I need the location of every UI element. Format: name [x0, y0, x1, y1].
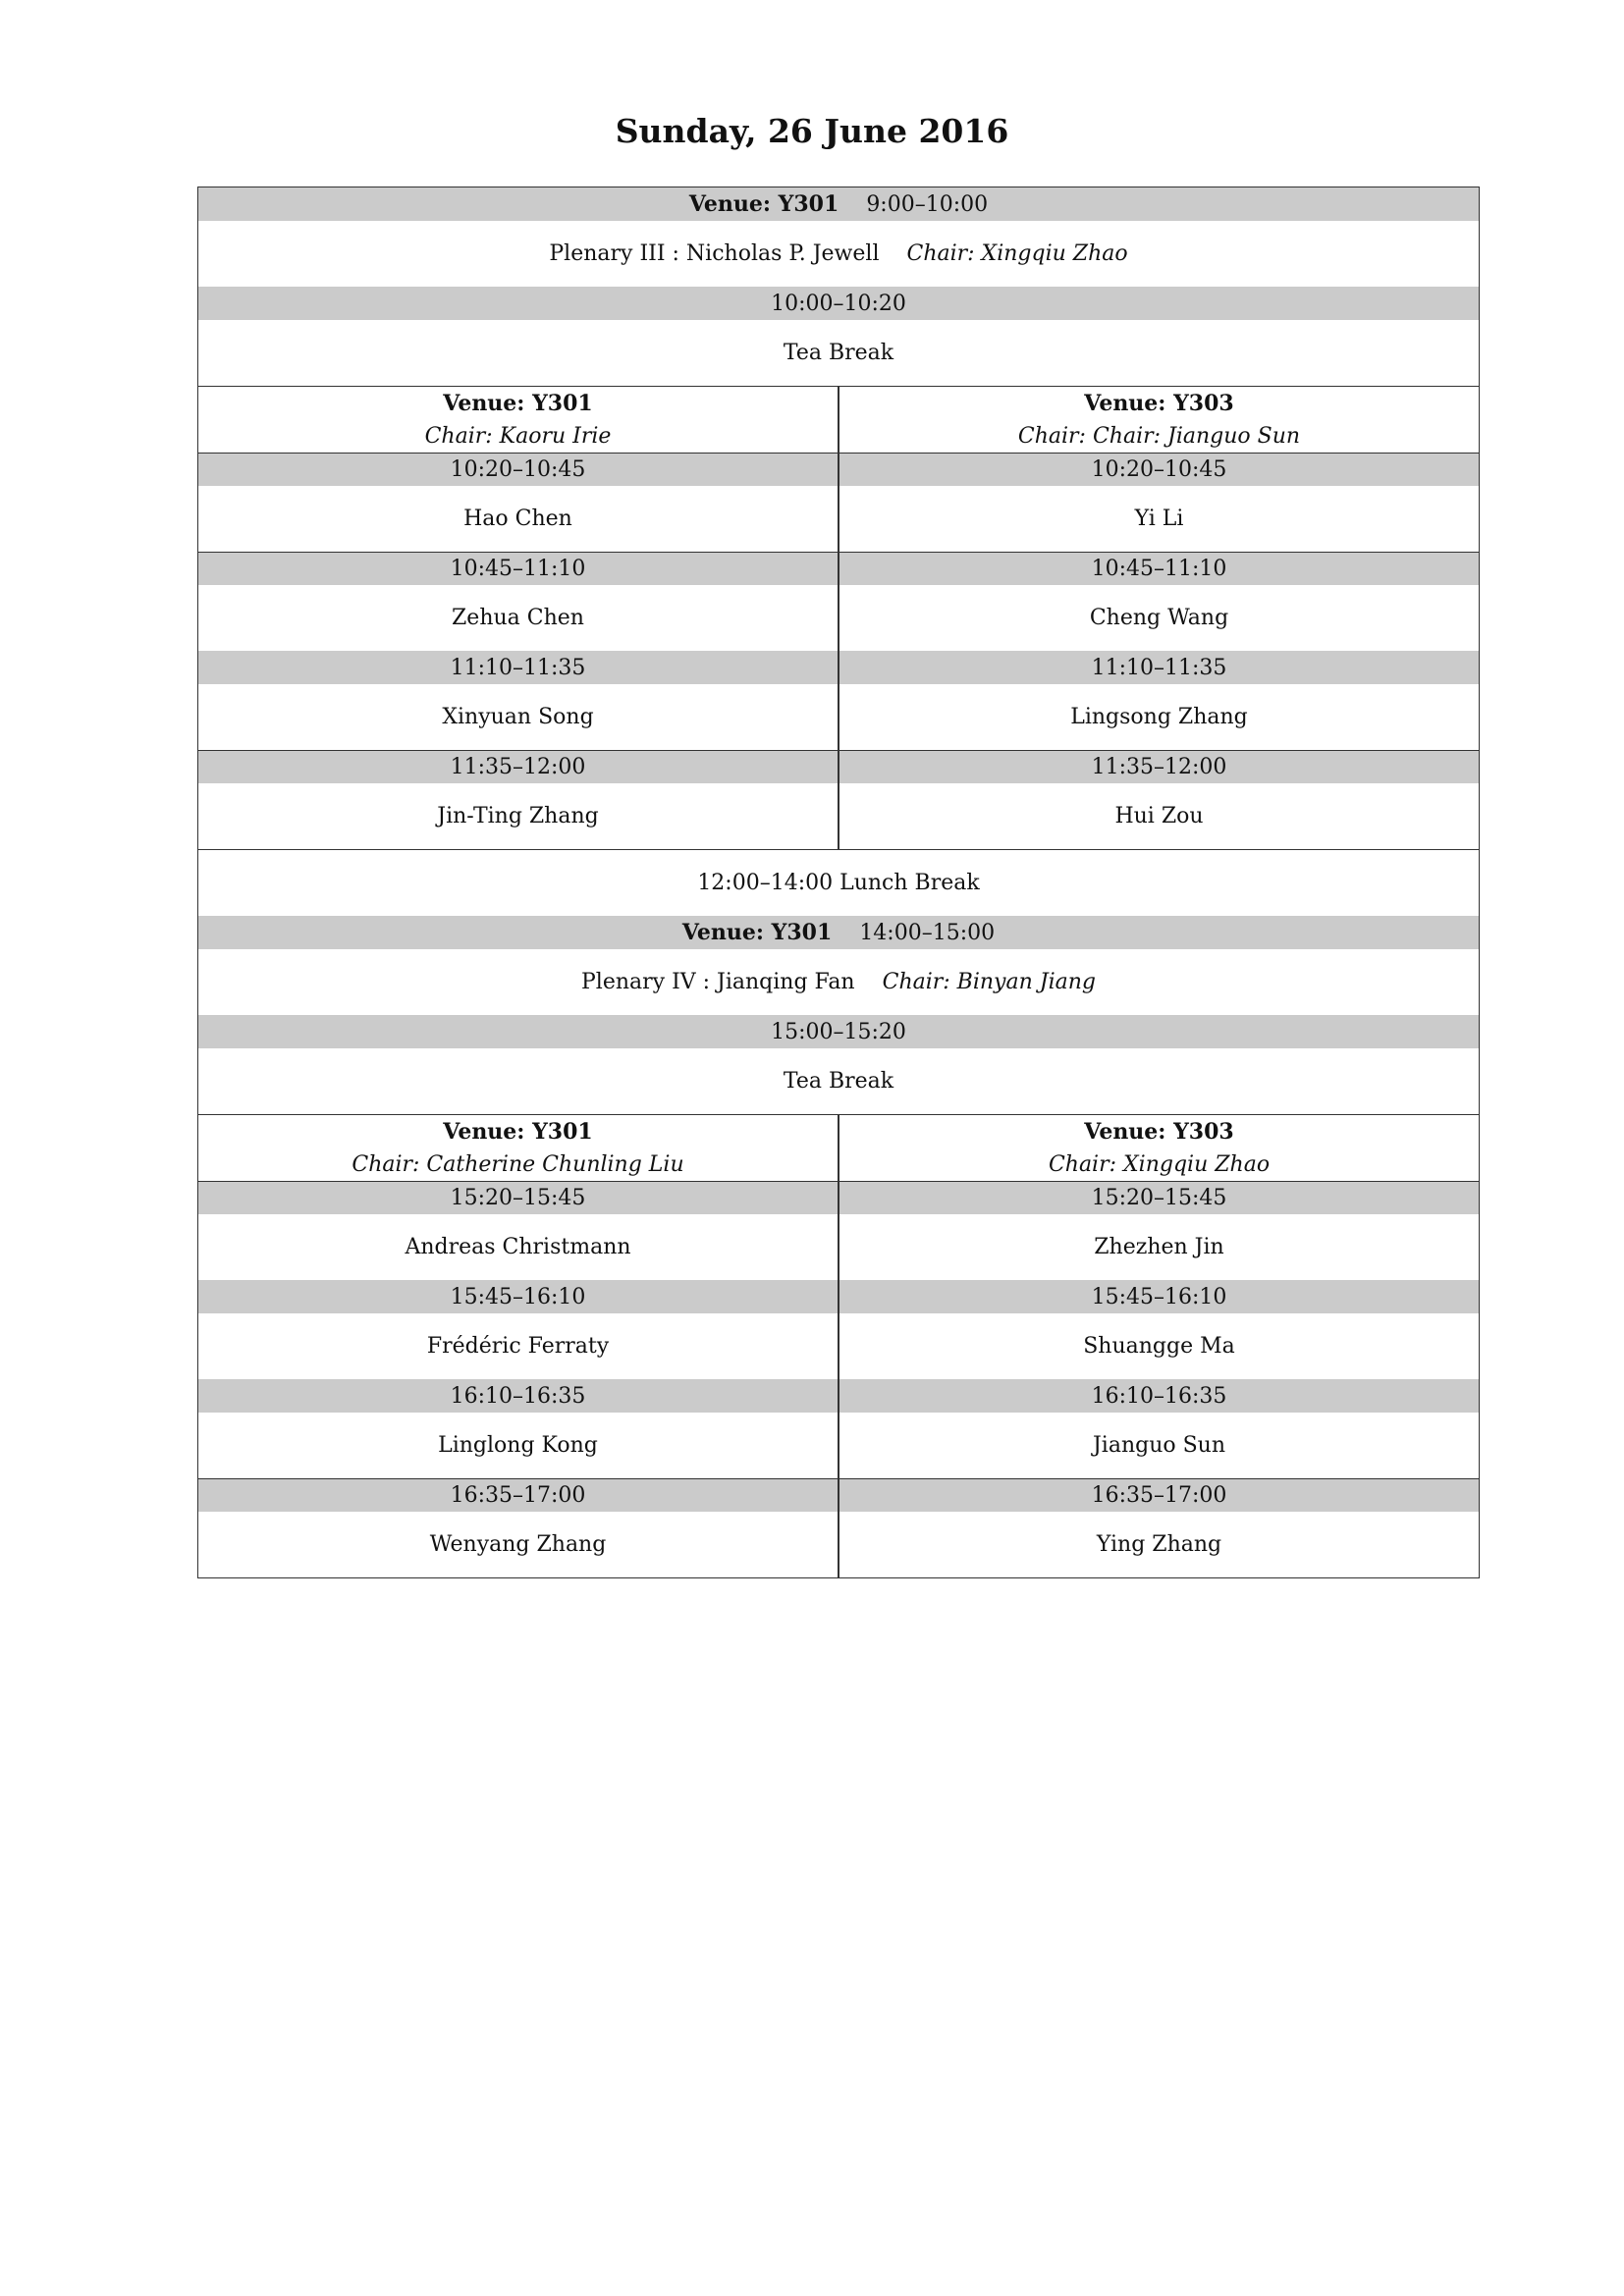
speaker-name: Zehua Chen	[198, 585, 839, 651]
plenary-chair: Chair: Binyan Jiang	[882, 970, 1096, 994]
slot-speaker-row	[198, 486, 1479, 552]
speaker-name: Hui Zou	[1114, 804, 1204, 828]
lunch-break: 12:00–14:00 Lunch Break	[198, 849, 1479, 916]
speaker-name: Jianguo Sun	[1092, 1433, 1226, 1458]
slot-time: 10:45–11:10	[198, 553, 839, 585]
slot-time: 11:10–11:35	[1091, 655, 1227, 680]
slot-time: 15:45–16:10	[198, 1280, 839, 1313]
plenary-venue: Venue: Y301	[688, 191, 839, 217]
slot-time-row	[198, 1280, 1479, 1313]
slot-speaker-row	[198, 1313, 1479, 1379]
slot-time-row	[198, 552, 1479, 585]
slot-time: 15:45–16:10	[1091, 1284, 1227, 1309]
plenary-row	[198, 949, 1479, 1015]
slot-time: 16:10–16:35	[1091, 1383, 1227, 1409]
plenary-time: 9:00–10:00	[866, 191, 989, 217]
venue-label: Venue: Y303	[1084, 1118, 1234, 1145]
plenary-venue: Venue: Y301	[681, 920, 833, 945]
venue-label: Venue: Y303	[1084, 390, 1234, 416]
speaker-name: Jin-Ting Zhang	[198, 783, 839, 849]
slot-time: 16:10–16:35	[198, 1379, 839, 1413]
session-header-left	[198, 1115, 839, 1181]
break-time: 15:00–15:20	[198, 1015, 1479, 1048]
speaker-name: Andreas Christmann	[198, 1214, 839, 1280]
session-header-right	[839, 387, 1479, 453]
schedule-table	[197, 187, 1480, 1578]
slot-speaker-row	[198, 783, 1479, 849]
speaker-name: Lingsong Zhang	[1070, 705, 1248, 729]
slot-time-row	[198, 1478, 1479, 1512]
tea-break: Tea Break	[198, 1048, 1479, 1114]
chair-label: Chair: Kaoru Irie	[424, 423, 612, 449]
chair-label: Chair: Chair: Jianguo Sun	[1017, 423, 1301, 449]
slot-time: 10:45–11:10	[1091, 557, 1227, 581]
session-header-left	[198, 387, 839, 453]
speaker-name: Hao Chen	[198, 486, 839, 552]
speaker-name: Frédéric Ferraty	[198, 1313, 839, 1379]
plenary-label: Plenary III : Nicholas P. Jewell	[549, 241, 880, 266]
slot-time: 16:35–17:00	[198, 1479, 839, 1512]
plenary-header	[198, 187, 1479, 221]
session-header-right	[839, 1115, 1479, 1181]
slot-time: 15:20–15:45	[198, 1182, 839, 1214]
slot-speaker-row	[198, 585, 1479, 651]
tea-break: Tea Break	[198, 320, 1479, 386]
slot-speaker-row	[198, 1413, 1479, 1478]
venue-label: Venue: Y301	[443, 390, 593, 416]
slot-time: 15:20–15:45	[1091, 1186, 1227, 1210]
slot-time-row	[198, 1379, 1479, 1413]
slot-time: 11:10–11:35	[198, 651, 839, 684]
slot-speaker-row	[198, 1214, 1479, 1280]
chair-label: Chair: Xingqiu Zhao	[1048, 1151, 1271, 1177]
slot-time: 16:35–17:00	[1091, 1483, 1227, 1508]
slot-time: 11:35–12:00	[198, 751, 839, 783]
plenary-chair: Chair: Xingqiu Zhao	[906, 241, 1128, 266]
session-header	[198, 386, 1479, 453]
speaker-name: Cheng Wang	[1089, 606, 1229, 630]
slot-speaker-row	[198, 684, 1479, 750]
slot-time-row	[198, 453, 1479, 486]
session-header	[198, 1114, 1479, 1181]
slot-time-row	[198, 1181, 1479, 1214]
speaker-name: Shuangge Ma	[1083, 1334, 1235, 1359]
slot-time: 11:35–12:00	[1091, 755, 1227, 779]
venue-label: Venue: Y301	[443, 1118, 593, 1145]
speaker-name: Xinyuan Song	[198, 684, 839, 750]
chair-label: Chair: Catherine Chunling Liu	[352, 1151, 684, 1177]
break-time: 10:00–10:20	[198, 287, 1479, 320]
speaker-name: Yi Li	[1134, 507, 1184, 531]
plenary-time: 14:00–15:00	[859, 920, 996, 945]
slot-speaker-row	[198, 1512, 1479, 1577]
speaker-name: Zhezhen Jin	[1094, 1235, 1224, 1259]
plenary-row	[198, 221, 1479, 287]
speaker-name: Linglong Kong	[198, 1413, 839, 1478]
slot-time: 10:20–10:45	[1091, 457, 1227, 482]
speaker-name: Wenyang Zhang	[198, 1512, 839, 1577]
slot-time: 10:20–10:45	[198, 454, 839, 486]
slot-time-row	[198, 750, 1479, 783]
page-title: Sunday, 26 June 2016	[615, 112, 1009, 150]
plenary-label: Plenary IV : Jianqing Fan	[580, 970, 855, 994]
speaker-name: Ying Zhang	[1096, 1532, 1222, 1557]
slot-time-row	[198, 651, 1479, 684]
plenary-header	[198, 916, 1479, 949]
